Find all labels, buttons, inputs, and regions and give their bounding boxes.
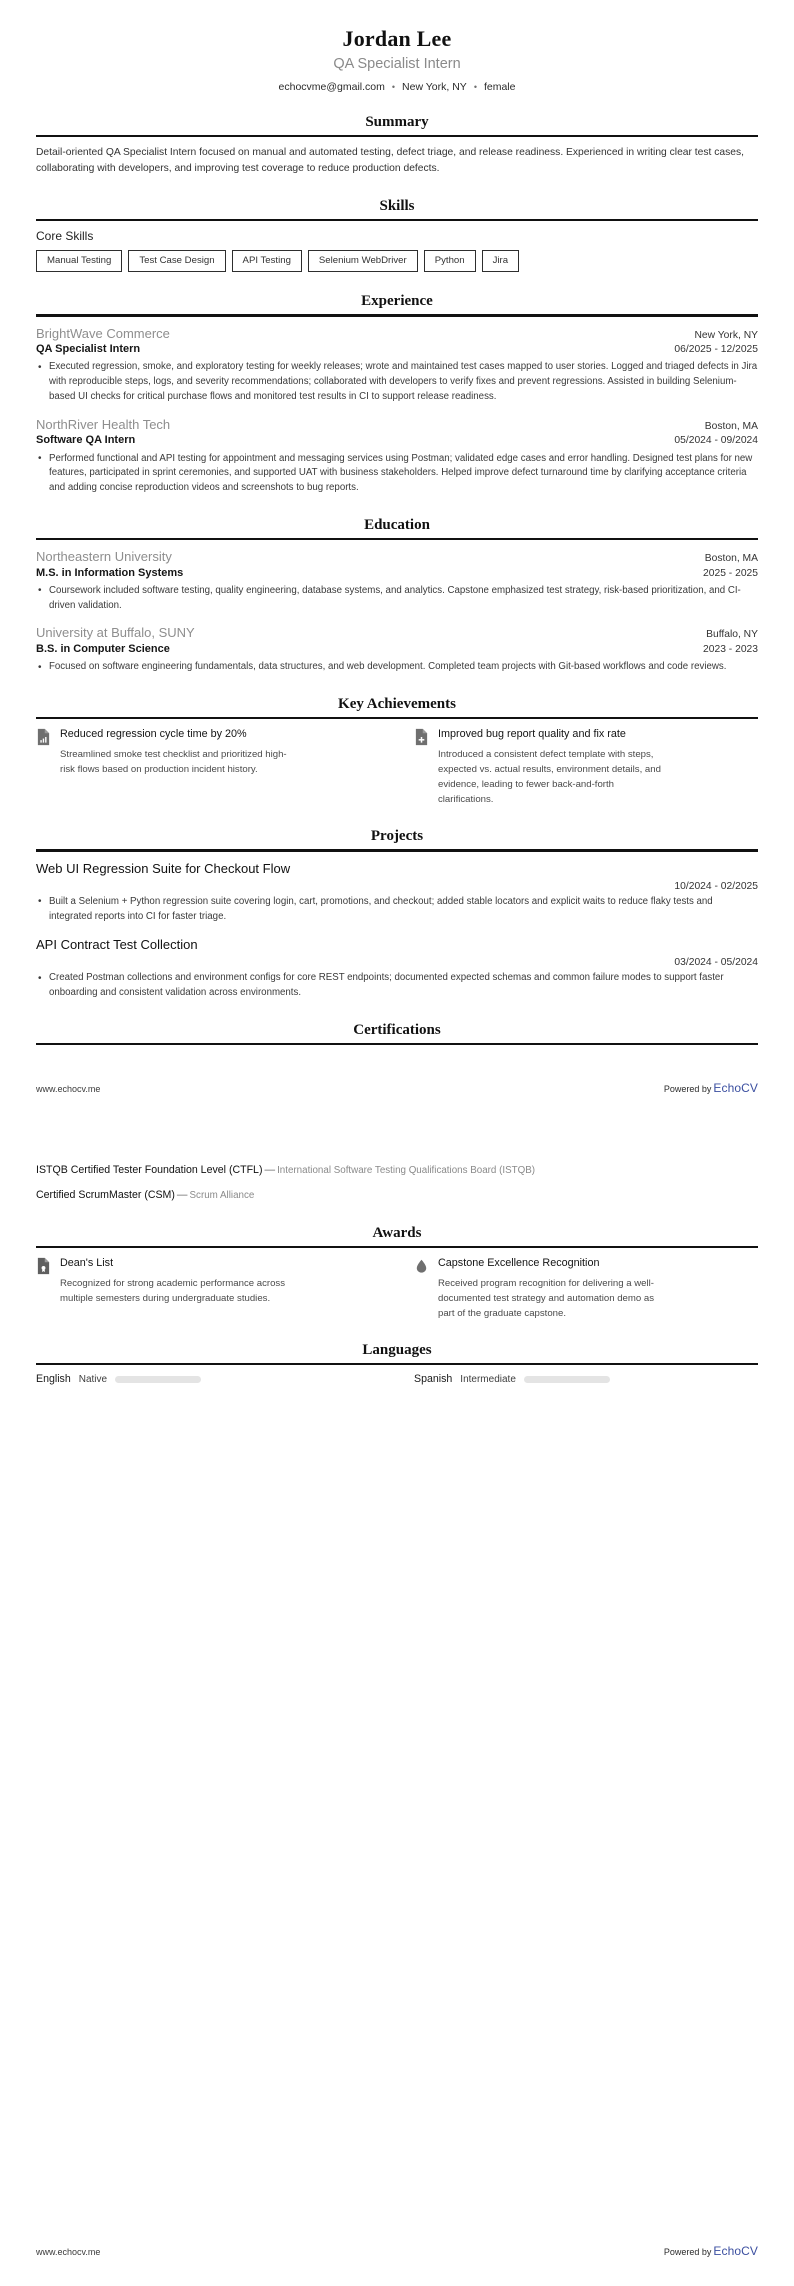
section-title-projects: Projects [370, 828, 424, 845]
document-plus-icon [414, 728, 429, 746]
language-item [36, 1373, 380, 1385]
experience-organization: NorthRiver Health Tech [36, 416, 171, 432]
skill-chip: API Testing [232, 250, 302, 272]
language-list [36, 1373, 758, 1385]
section-divider [36, 314, 758, 316]
education-bullets [36, 660, 758, 675]
section-title-languages: Languages [362, 1342, 432, 1359]
education-bullets [36, 584, 758, 613]
project-entry [36, 936, 758, 1001]
experience-bullets [36, 360, 758, 404]
education-entry-header [36, 548, 758, 566]
section-title-skills: Skills [379, 198, 415, 215]
section-divider [36, 717, 758, 719]
education-dates: 2025 - 2025 [703, 567, 758, 579]
section-awards [36, 1224, 758, 1321]
section-title-awards: Awards [372, 1224, 422, 1241]
footer-powered-by [664, 1079, 758, 1097]
section-projects [36, 827, 758, 1000]
candidate-name: Jordan Lee [342, 26, 452, 51]
education-entry-subheader [36, 566, 758, 581]
section-certifications [36, 1021, 758, 1045]
project-dates: 03/2024 - 05/2024 [674, 957, 758, 969]
certification-name: ISTQB Certified Tester Foundation Level (CTFL) [36, 1164, 263, 1176]
certification-dash: — [264, 1164, 276, 1176]
footer-powered-label: Powered by [663, 1084, 712, 1094]
contact-location: New York, NY [402, 81, 467, 94]
education-location: Buffalo, NY [706, 629, 758, 641]
education-degree: M.S. in Information Systems [36, 566, 184, 579]
education-bullet: • Coursework included software testing, quality engineering, database systems, and analytics. Capstone emphasized test strategy, risk-based prioritization, and CI-driven validation. [36, 584, 758, 613]
resume-header [36, 0, 758, 93]
education-entry [36, 624, 758, 675]
section-skills [36, 197, 758, 272]
experience-organization: BrightWave Commerce [36, 325, 170, 341]
award-body [438, 1256, 668, 1321]
experience-location: Boston, MA [704, 420, 758, 432]
skill-chip: Selenium WebDriver [308, 250, 418, 272]
award-body [60, 1256, 290, 1306]
award-item [36, 1256, 380, 1321]
candidate-job-title: QA Specialist Intern [333, 56, 461, 73]
experience-entry-subheader [36, 342, 758, 357]
experience-bullets [36, 452, 758, 496]
skills-group-label: Core Skills [36, 229, 94, 244]
summary-text: Detail-oriented QA Specialist Intern focused on manual and automated testing, defect triage, and release readiness. Experienced in writing clear test cases, collaborating with developers, and improving test coverage to reduce production defects. [36, 147, 745, 175]
experience-bullet: • Performed functional and API testing for appointment and messaging services using Postman; validated edge cases and error handling. Designed test plans for new features, participated in sprint ceremonies, and supported UAT with business stakeholders. Helped improve defect turnaround time by clarifying acceptance criteria and adding concise reproduction videos and screenshots to bug reports. [36, 452, 758, 496]
document-badge-icon [36, 1257, 51, 1275]
project-bullet: • Created Postman collections and environment configs for core REST endpoints; documented expected schemas and common failure modes to support faster onboarding and consistent validation across environments. [36, 971, 758, 1000]
section-education [36, 516, 758, 675]
award-list [36, 1256, 758, 1321]
experience-entry [36, 416, 758, 496]
certifications-list-section [36, 1163, 758, 1204]
award-description: Received program recognition for delivering a well-documented test strategy and automation demo as part of the graduate capstone. [438, 1277, 654, 1319]
project-bullets [36, 895, 758, 924]
experience-entry-header [36, 416, 758, 434]
education-dates: 2023 - 2023 [703, 643, 758, 655]
contact-separator-icon: • [391, 82, 396, 93]
section-title-education: Education [364, 516, 430, 533]
section-languages [36, 1341, 758, 1385]
experience-dates: 06/2025 - 12/2025 [674, 344, 758, 356]
language-level: Intermediate [460, 1373, 516, 1385]
section-divider [36, 135, 758, 137]
page-footer [36, 2242, 758, 2260]
experience-entry-subheader [36, 433, 758, 448]
key-achievement-item [414, 727, 758, 807]
certification-item [36, 1163, 758, 1179]
section-title-key-achievements: Key Achievements [338, 696, 456, 713]
education-institution: University at Buffalo, SUNY [36, 625, 195, 641]
education-entry [36, 548, 758, 613]
key-achievement-title: Reduced regression cycle time by 20% [60, 728, 247, 741]
project-dates: 10/2024 - 02/2025 [674, 880, 758, 892]
contact-email[interactable]: echocvme@gmail.com [278, 81, 385, 94]
section-divider [36, 1363, 758, 1365]
skill-chip: Jira [482, 250, 519, 272]
project-bullet: • Built a Selenium + Python regression suite covering login, cart, promotions, and checkout; added stable locators and explicit waits to reduce flaky tests and integrated reports into CI for faster triage. [36, 895, 758, 924]
document-chart-icon [36, 728, 51, 746]
award-title: Dean's List [60, 1256, 114, 1269]
award-title: Capstone Excellence Recognition [438, 1256, 600, 1269]
experience-location: New York, NY [694, 329, 758, 341]
project-name: Web UI Regression Suite for Checkout Flow [36, 860, 291, 876]
key-achievement-description: Streamlined smoke test checklist and prioritized high-risk flows based on production incident history. [60, 748, 287, 776]
section-title-summary: Summary [365, 114, 429, 131]
key-achievement-item [36, 727, 380, 807]
language-proficiency-bar [115, 1376, 201, 1383]
skills-chip-list [36, 250, 758, 272]
footer-website-url[interactable]: www.echocv.me [36, 2247, 101, 2257]
certification-item [36, 1188, 758, 1204]
contact-separator-icon: • [473, 82, 477, 93]
section-experience [36, 292, 758, 495]
section-divider [36, 849, 758, 851]
skill-chip: Test Case Design [128, 250, 225, 272]
section-summary [36, 113, 758, 177]
language-proficiency-bar [524, 1376, 610, 1383]
footer-website-url[interactable]: www.echocv.me [36, 1084, 101, 1094]
project-name: API Contract Test Collection [36, 937, 198, 953]
skill-chip: Manual Testing [36, 250, 122, 272]
experience-entry-header [36, 325, 758, 343]
experience-role: Software QA Intern [36, 434, 136, 447]
language-name: Spanish [414, 1373, 453, 1386]
skill-chip: Python [424, 250, 476, 272]
contact-line [36, 81, 758, 93]
certification-issuer: Scrum Alliance [189, 1189, 255, 1201]
experience-role: QA Specialist Intern [36, 343, 141, 356]
experience-bullet: • Executed regression, smoke, and exploratory testing for weekly releases; wrote and maintained test cases mapped to user stories. Logged and triaged defects in Jira with reproducible steps, logs, and severity recommendations; collaborated with developers to verify fixes and prevent regressions. Assisted in building Selenium-based UI checks for critical purchase flows and monitored test results in CI to support release readiness. [36, 360, 758, 404]
education-entry-subheader [36, 642, 758, 657]
footer-powered-label: Powered by [663, 2247, 712, 2257]
key-achievement-body [438, 727, 668, 807]
award-description: Recognized for strong academic performance across multiple semesters during undergraduate studies. [60, 1277, 286, 1304]
footer-brand-name: EchoCV [713, 2244, 758, 2258]
project-bullets [36, 971, 758, 1000]
education-bullet: • Focused on software engineering fundamentals, data structures, and web development. Completed team projects with Git-based workflows and code reviews. [36, 660, 758, 675]
education-location: Boston, MA [704, 552, 758, 564]
language-level: Native [78, 1373, 108, 1385]
key-achievement-body [60, 727, 290, 777]
award-item [414, 1256, 758, 1321]
section-divider [36, 219, 758, 221]
contact-gender: female [483, 81, 516, 94]
key-achievement-title: Improved bug report quality and fix rate [438, 728, 626, 741]
certification-dash: — [176, 1188, 188, 1201]
key-achievement-description: Introduced a consistent defect template with steps, expected vs. actual results, environment details, and evidence, leading to fewer back-and-forth clarifications. [438, 748, 661, 806]
section-divider [36, 538, 758, 540]
education-entry-header [36, 624, 758, 642]
section-divider [36, 1043, 758, 1045]
section-key-achievements [36, 695, 758, 807]
droplet-icon [414, 1257, 429, 1275]
footer-powered-by [664, 2242, 758, 2260]
project-entry [36, 860, 758, 925]
certification-issuer: International Software Testing Qualifications Board (ISTQB) [277, 1165, 536, 1176]
certification-name: Certified ScrumMaster (CSM) [36, 1188, 175, 1201]
resume-page-2 [0, 1163, 794, 2286]
section-title-certifications: Certifications [353, 1021, 441, 1038]
experience-dates: 05/2024 - 09/2024 [674, 435, 758, 447]
key-achievement-list [36, 727, 758, 807]
education-institution: Northeastern University [36, 548, 172, 564]
language-item [414, 1373, 758, 1385]
footer-brand-name: EchoCV [713, 1081, 758, 1095]
section-title-experience: Experience [361, 293, 433, 310]
education-degree: B.S. in Computer Science [36, 642, 170, 655]
experience-entry [36, 325, 758, 405]
resume-page-1 [0, 0, 794, 1123]
page-footer [36, 1079, 758, 1097]
section-divider [36, 1246, 758, 1248]
language-name: English [36, 1373, 71, 1386]
